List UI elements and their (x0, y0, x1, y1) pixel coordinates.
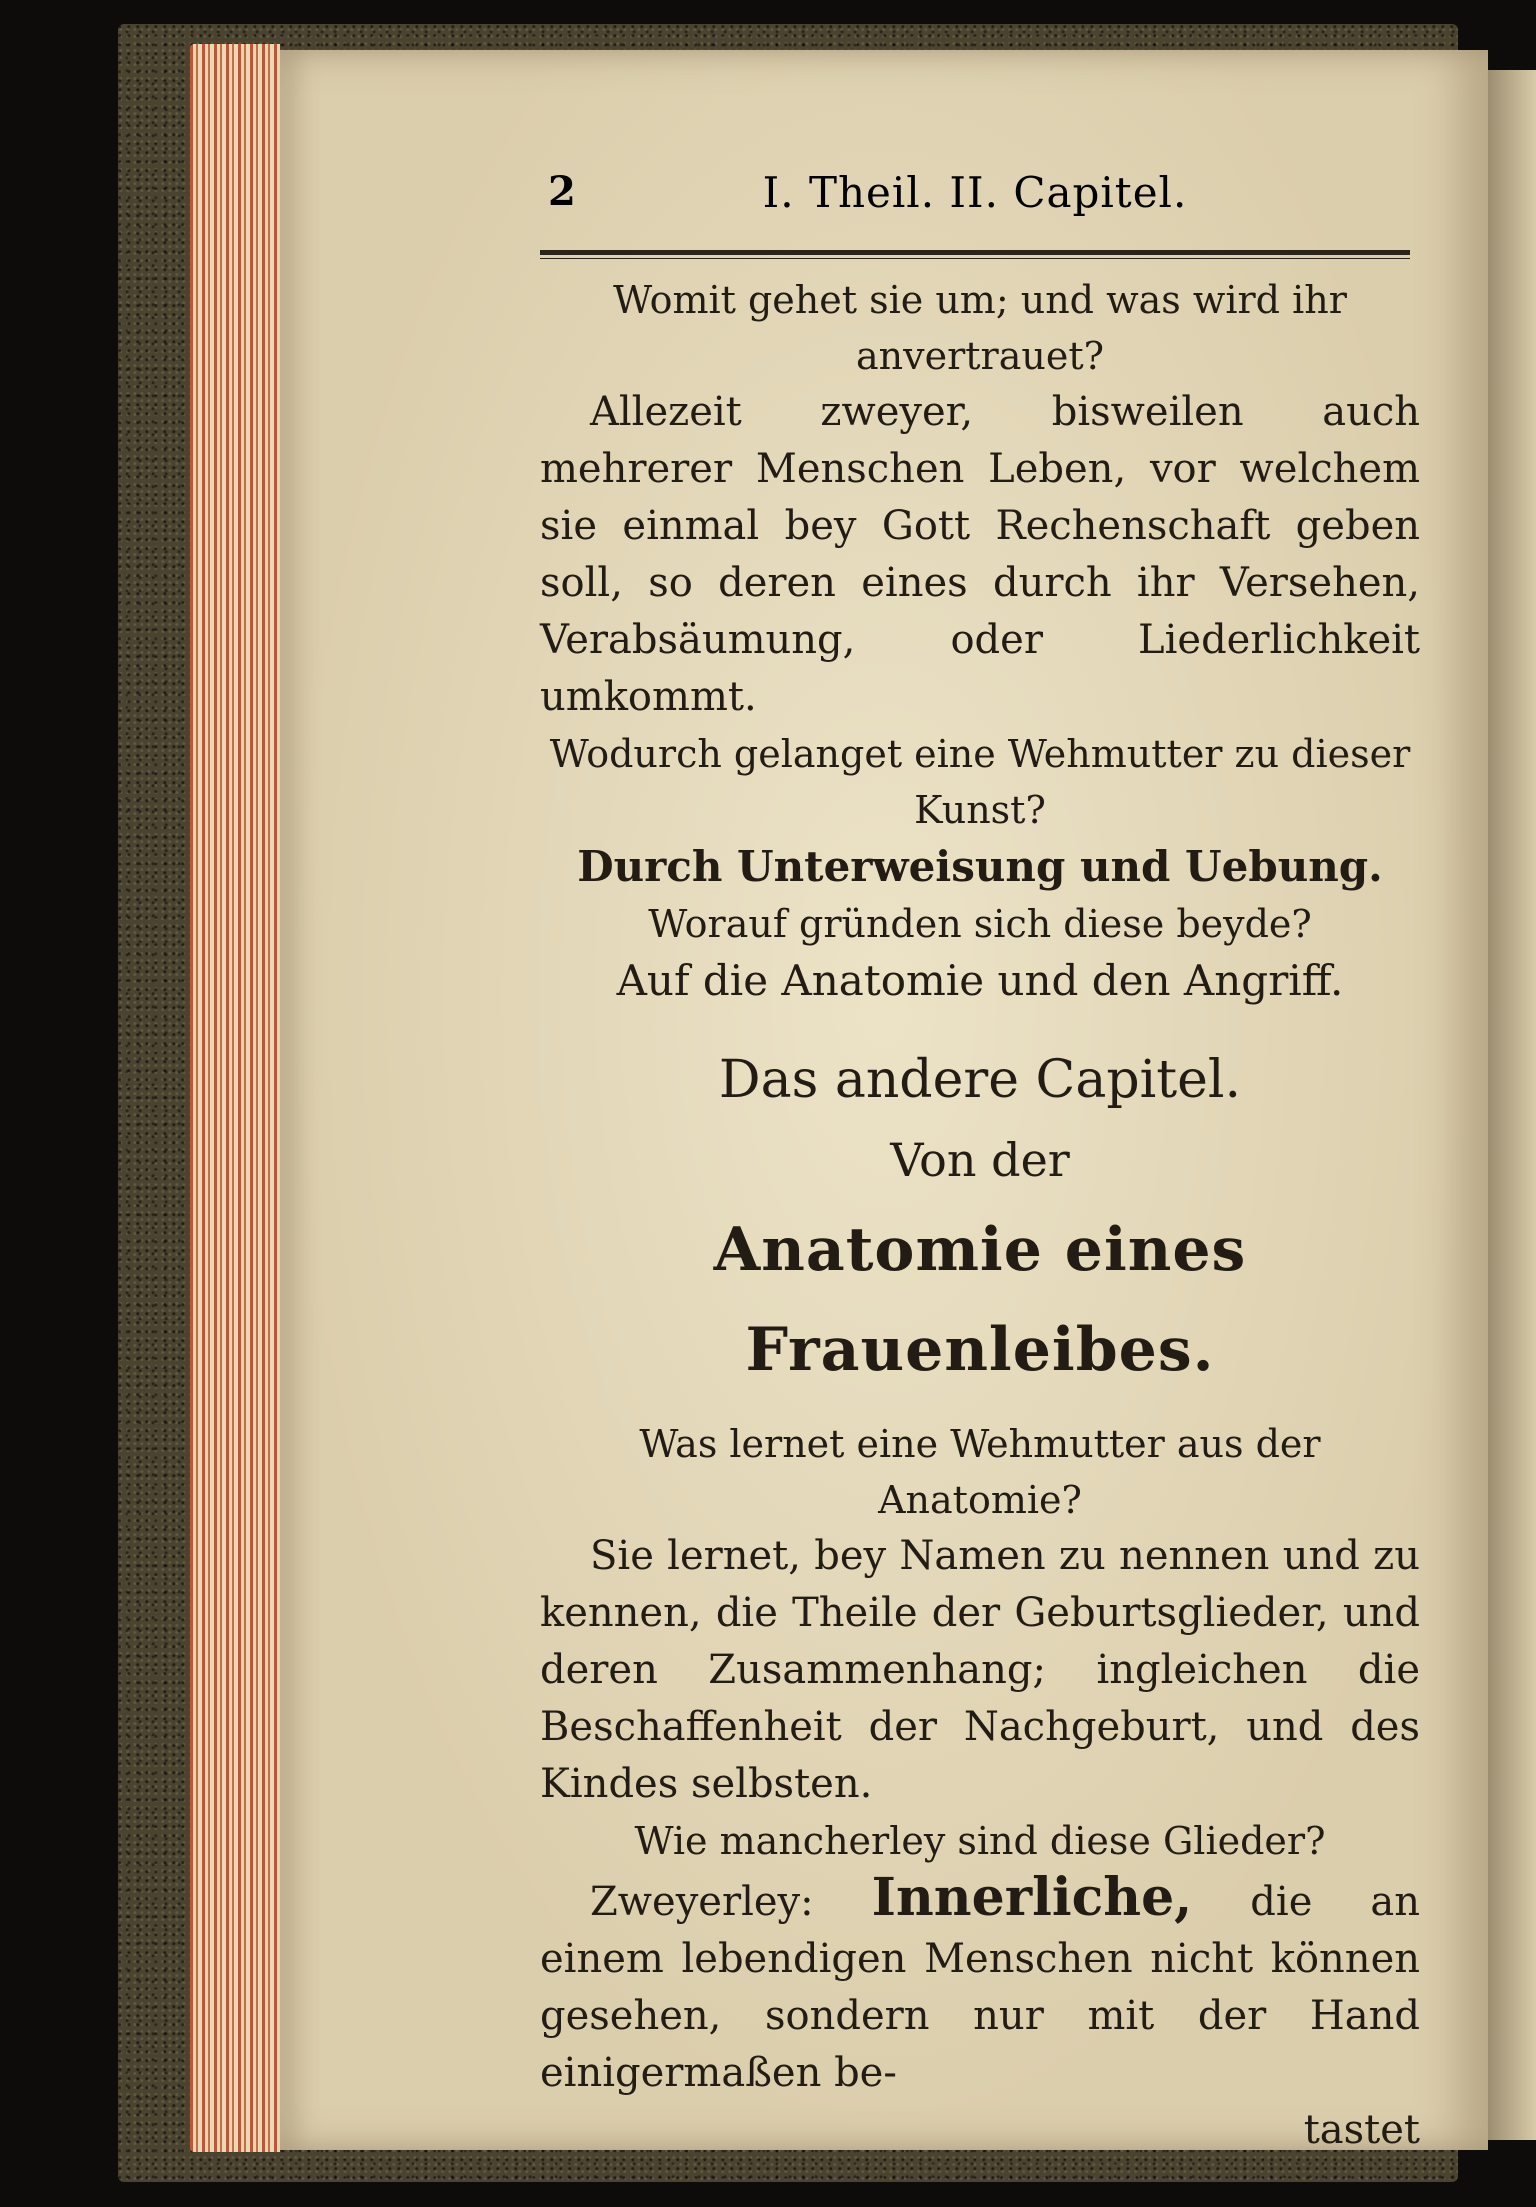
answer-5-rest: die an einem lebendigen Menschen nicht können gesehen, sondern nur mit der Hand einigermaßen be- (540, 1879, 1420, 2096)
page-header (540, 168, 1410, 228)
answer-4: Sie lernet, bey Namen zu nennen und zu kennen, die Theile der Geburtsglieder, und deren Zusammenhang; ingleichen die Beschaffenheit der Nachgeburt, und des Kindes selbsten. (540, 1533, 1420, 1807)
header-rule-thin (540, 258, 1410, 259)
question-1: Womit gehet sie um; und was wird ihr anvertrauet? (613, 278, 1347, 378)
answer-5-emph: Innerliche, (871, 1867, 1193, 1928)
page-number: 2 (548, 168, 576, 215)
facing-page-edge (1488, 70, 1536, 2140)
running-title: I. Theil. II. Capitel. (762, 168, 1188, 217)
question-2: Wodurch gelanget eine Wehmutter zu dieser Kunst? (549, 732, 1411, 832)
chapter-title: Anatomie eines Frauenleibes. (713, 1215, 1247, 1385)
spacer (540, 1010, 1420, 1040)
text-column (540, 272, 1420, 2159)
spacer (540, 1400, 1420, 1416)
header-rule (540, 250, 1410, 255)
chapter-heading: Das andere Capitel. (718, 1050, 1242, 1110)
answer-1: Allezeit zweyer, bisweilen auch mehrerer Menschen Leben, vor welchem sie einmal bey Gott Rechenschaft geben soll, so deren eines durch ihr Versehen, Verabsäumung, oder Liederlichkeit umkommt. (540, 389, 1420, 720)
question-3: Worauf gründen sich diese beyde? (648, 902, 1312, 946)
question-4: Was lernet eine Wehmutter aus der Anatomie? (639, 1422, 1321, 1522)
answer-2-text: Durch Unterweisung und Uebung. (577, 842, 1383, 891)
answer-5-start: Zweyerley: (590, 1879, 814, 1925)
question-5: Wie mancherley sind diese Glieder? (634, 1819, 1326, 1863)
answer-2 (540, 838, 1420, 896)
page-edges (190, 44, 280, 2152)
catchword: tastet (1303, 2107, 1420, 2153)
chapter-von: Von der (890, 1133, 1070, 1187)
answer-3: Auf die Anatomie und den Angriff. (616, 956, 1344, 1005)
answer-5 (540, 1869, 1420, 2102)
